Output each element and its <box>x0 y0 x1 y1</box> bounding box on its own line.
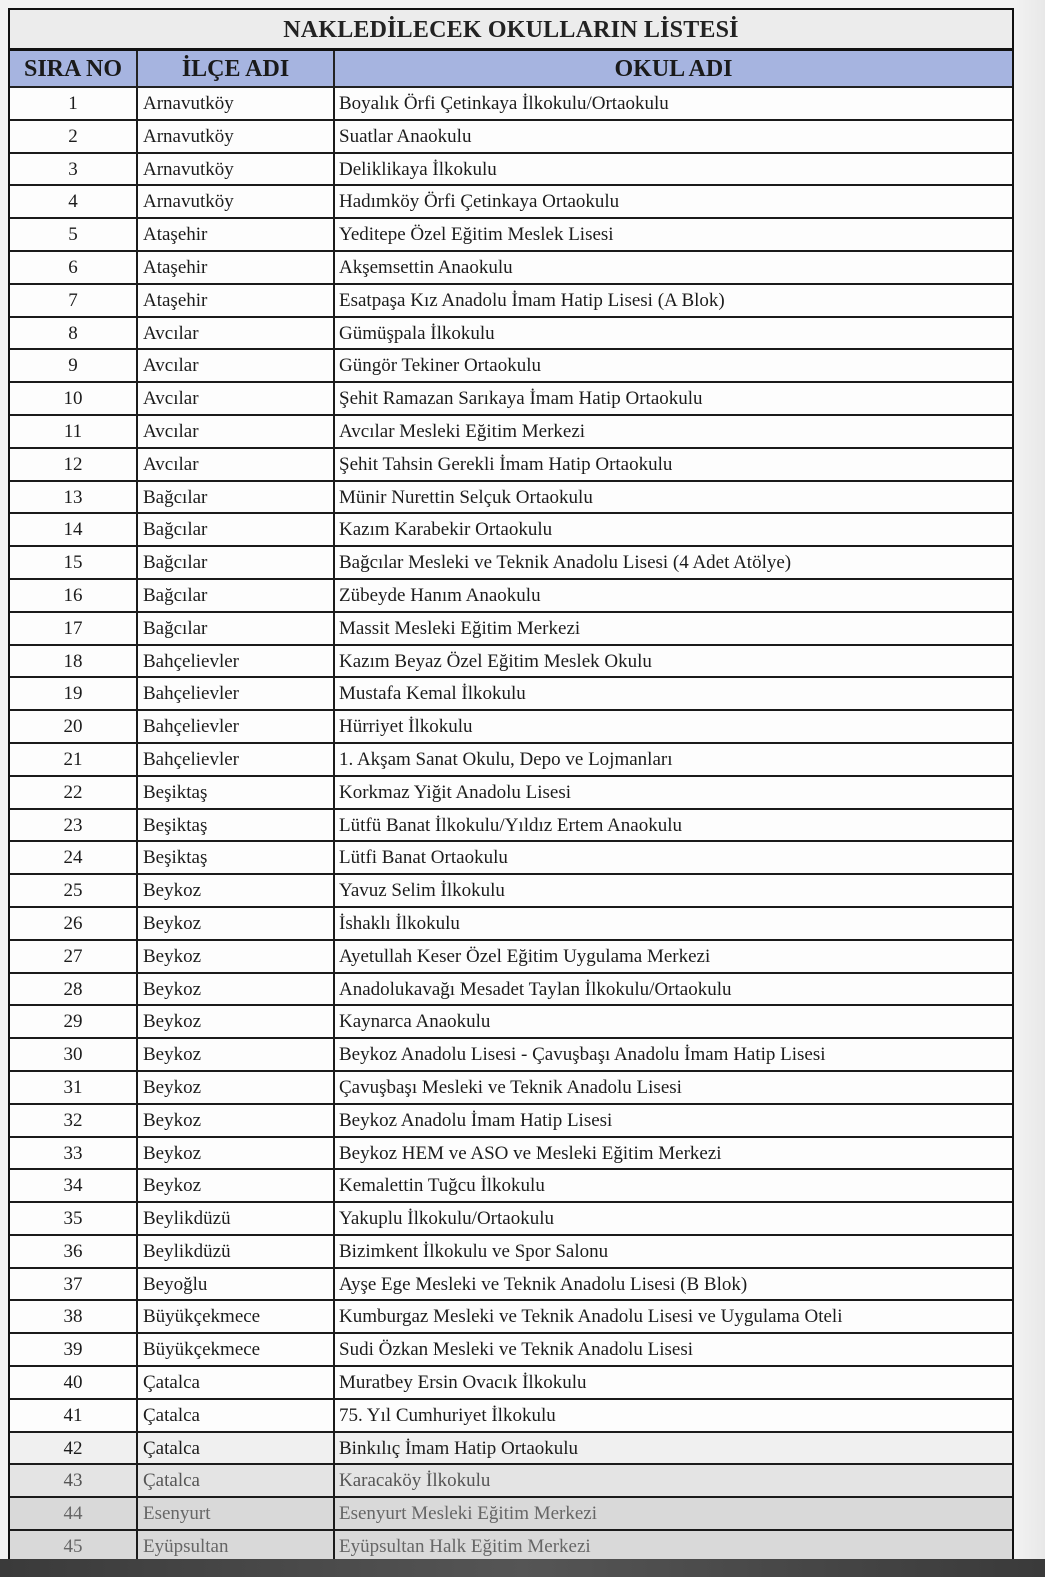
table-row <box>10 777 1012 810</box>
table-row <box>10 1236 1012 1269</box>
cell-ilce-adi: Beykoz <box>138 1138 335 1169</box>
cell-okul-adi: Suatlar Anaokulu <box>339 125 472 147</box>
cell-sira-no: 9 <box>10 350 138 381</box>
cell-ilce-adi: Beşiktaş <box>138 810 335 841</box>
cell-okul-adi: Akşemsettin Anaokulu <box>339 256 513 278</box>
table-header-row <box>10 51 1012 88</box>
cell-sira-no: 31 <box>10 1072 138 1103</box>
cell-okul-adi: Lütfi Banat Ortaokulu <box>339 847 508 869</box>
cell-sira-no: 43 <box>10 1465 138 1496</box>
cell-okul-adi: Hadımköy Örfi Çetinkaya Ortaokulu <box>339 191 620 213</box>
cell-okul-adi: Kaynarca Anaokulu <box>339 1011 491 1033</box>
table-row <box>10 1301 1012 1334</box>
cell-ilce-adi: Beykoz <box>138 1072 335 1103</box>
cell-okul-adi: Bağcılar Mesleki ve Teknik Anadolu Lisesi (4 Adet Atölye) <box>339 552 792 574</box>
cell-okul-adi: Çavuşbaşı Mesleki ve Teknik Anadolu Lisesi <box>339 1076 682 1098</box>
table-row <box>10 1334 1012 1367</box>
table-row <box>10 1138 1012 1171</box>
cell-okul-adi: Hürriyet İlkokulu <box>339 716 473 738</box>
bottom-bar <box>0 1559 1045 1577</box>
cell-ilce-adi: Beylikdüzü <box>138 1203 335 1234</box>
cell-okul-adi: Boyalık Örfi Çetinkaya İlkokulu/Ortaokulu <box>339 93 669 114</box>
cell-ilce-adi: Arnavutköy <box>138 186 335 217</box>
table-row <box>10 1465 1012 1498</box>
cell-ilce-adi: Avcılar <box>138 416 335 447</box>
table-row <box>10 646 1012 679</box>
cell-ilce-adi: Bahçelievler <box>138 646 335 677</box>
column-header-ilce-adi: İLÇE ADI <box>138 51 335 86</box>
cell-ilce-adi: Çatalca <box>138 1465 335 1496</box>
table-row <box>10 186 1012 219</box>
cell-sira-no: 37 <box>10 1269 138 1300</box>
cell-okul-adi: Karacaköy İlkokulu <box>339 1470 491 1492</box>
cell-okul-adi: Ayşe Ege Mesleki ve Teknik Anadolu Lisesi (B Blok) <box>339 1273 748 1295</box>
table-row <box>10 810 1012 843</box>
cell-sira-no: 4 <box>10 186 138 217</box>
cell-okul-adi: Lütfü Banat İlkokulu/Yıldız Ertem Anaokulu <box>339 814 682 836</box>
table-row <box>10 941 1012 974</box>
cell-sira-no: 32 <box>10 1105 138 1136</box>
cell-sira-no: 22 <box>10 777 138 808</box>
cell-ilce-adi: Büyükçekmece <box>138 1301 335 1332</box>
table-row <box>10 219 1012 252</box>
cell-ilce-adi: Avcılar <box>138 383 335 414</box>
cell-ilce-adi: Avcılar <box>138 449 335 480</box>
cell-okul-adi: Zübeyde Hanım Anaokulu <box>339 584 541 606</box>
cell-okul-adi: Avcılar Mesleki Eğitim Merkezi <box>339 420 586 442</box>
cell-ilce-adi: Avcılar <box>138 318 335 349</box>
table-row <box>10 1498 1012 1531</box>
cell-ilce-adi: Çatalca <box>138 1367 335 1398</box>
cell-okul-adi: Kazım Karabekir Ortaokulu <box>339 519 553 541</box>
cell-okul-adi: 1. Akşam Sanat Okulu, Depo ve Lojmanları <box>339 748 673 770</box>
cell-sira-no: 38 <box>10 1301 138 1332</box>
cell-sira-no: 30 <box>10 1039 138 1070</box>
cell-sira-no: 41 <box>10 1400 138 1431</box>
cell-sira-no: 16 <box>10 580 138 611</box>
cell-okul-adi: Kumburgaz Mesleki ve Teknik Anadolu Lisesi ve Uygulama Oteli <box>339 1306 843 1328</box>
cell-sira-no: 6 <box>10 252 138 283</box>
cell-sira-no: 45 <box>10 1531 138 1562</box>
cell-sira-no: 34 <box>10 1170 138 1201</box>
cell-ilce-adi: Çatalca <box>138 1400 335 1431</box>
cell-okul-adi: Massit Mesleki Eğitim Merkezi <box>339 617 581 639</box>
table-row <box>10 1072 1012 1105</box>
table-row <box>10 285 1012 318</box>
table-body <box>10 88 1012 1564</box>
cell-okul-adi: Eyüpsultan Halk Eğitim Merkezi <box>339 1536 591 1558</box>
school-list-table <box>8 8 1014 1564</box>
table-row <box>10 252 1012 285</box>
cell-sira-no: 42 <box>10 1433 138 1464</box>
table-row <box>10 1400 1012 1433</box>
cell-ilce-adi: Avcılar <box>138 350 335 381</box>
cell-ilce-adi: Beykoz <box>138 908 335 939</box>
table-row <box>10 1367 1012 1400</box>
cell-ilce-adi: Çatalca <box>138 1433 335 1464</box>
cell-ilce-adi: Ataşehir <box>138 219 335 250</box>
cell-ilce-adi: Beykoz <box>138 974 335 1005</box>
cell-okul-adi: Bizimkent İlkokulu ve Spor Salonu <box>339 1240 609 1262</box>
table-row <box>10 974 1012 1007</box>
cell-okul-adi: Yeditepe Özel Eğitim Meslek Lisesi <box>339 224 614 246</box>
cell-okul-adi: Münir Nurettin Selçuk Ortaokulu <box>339 486 593 508</box>
table-row <box>10 1433 1012 1466</box>
cell-sira-no: 1 <box>10 88 138 119</box>
cell-sira-no: 26 <box>10 908 138 939</box>
cell-sira-no: 33 <box>10 1138 138 1169</box>
cell-sira-no: 17 <box>10 613 138 644</box>
cell-okul-adi: İshaklı İlkokulu <box>339 912 460 934</box>
cell-okul-adi: Muratbey Ersin Ovacık İlkokulu <box>339 1372 587 1394</box>
table-row <box>10 383 1012 416</box>
table-row <box>10 88 1012 121</box>
cell-sira-no: 18 <box>10 646 138 677</box>
table-row <box>10 711 1012 744</box>
cell-okul-adi: Ayetullah Keser Özel Eğitim Uygulama Merkezi <box>339 945 711 967</box>
cell-ilce-adi: Beykoz <box>138 1006 335 1037</box>
cell-okul-adi: Binkılıç İmam Hatip Ortaokulu <box>339 1437 579 1459</box>
column-header-okul-adi: OKUL ADI <box>614 56 733 82</box>
cell-ilce-adi: Beşiktaş <box>138 777 335 808</box>
cell-sira-no: 20 <box>10 711 138 742</box>
table-row <box>10 580 1012 613</box>
table-row <box>10 842 1012 875</box>
cell-ilce-adi: Bağcılar <box>138 482 335 513</box>
table-row <box>10 744 1012 777</box>
cell-okul-adi: Yakuplu İlkokulu/Ortaokulu <box>339 1208 554 1230</box>
cell-sira-no: 35 <box>10 1203 138 1234</box>
table-row <box>10 908 1012 941</box>
cell-sira-no: 23 <box>10 810 138 841</box>
cell-sira-no: 13 <box>10 482 138 513</box>
table-row <box>10 449 1012 482</box>
cell-sira-no: 36 <box>10 1236 138 1267</box>
cell-ilce-adi: Bağcılar <box>138 580 335 611</box>
cell-ilce-adi: Beykoz <box>138 875 335 906</box>
cell-ilce-adi: Bağcılar <box>138 514 335 545</box>
cell-ilce-adi: Arnavutköy <box>138 121 335 152</box>
table-row <box>10 1203 1012 1236</box>
cell-ilce-adi: Bağcılar <box>138 613 335 644</box>
cell-ilce-adi: Beykoz <box>138 1170 335 1201</box>
cell-okul-adi: Beykoz Anadolu Lisesi - Çavuşbaşı Anadolu İmam Hatip Lisesi <box>339 1044 826 1066</box>
cell-sira-no: 8 <box>10 318 138 349</box>
cell-sira-no: 27 <box>10 941 138 972</box>
cell-okul-adi: Beykoz Anadolu İmam Hatip Lisesi <box>339 1109 613 1131</box>
cell-ilce-adi: Beykoz <box>138 941 335 972</box>
cell-sira-no: 39 <box>10 1334 138 1365</box>
cell-okul-adi: Anadolukavağı Mesadet Taylan İlkokulu/Ortaokulu <box>339 978 732 1000</box>
cell-sira-no: 25 <box>10 875 138 906</box>
cell-sira-no: 10 <box>10 383 138 414</box>
cell-okul-adi: Şehit Ramazan Sarıkaya İmam Hatip Ortaokulu <box>339 388 703 410</box>
cell-sira-no: 29 <box>10 1006 138 1037</box>
table-row <box>10 416 1012 449</box>
cell-okul-adi: Mustafa Kemal İlkokulu <box>339 683 526 705</box>
table-row <box>10 318 1012 351</box>
table-title: NAKLEDİLECEK OKULLARIN LİSTESİ <box>10 10 1012 51</box>
cell-ilce-adi: Beşiktaş <box>138 842 335 873</box>
cell-ilce-adi: Beykoz <box>138 1105 335 1136</box>
table-row <box>10 154 1012 187</box>
cell-sira-no: 5 <box>10 219 138 250</box>
cell-sira-no: 3 <box>10 154 138 185</box>
cell-sira-no: 44 <box>10 1498 138 1529</box>
table-row <box>10 875 1012 908</box>
table-row <box>10 1006 1012 1039</box>
page-edge-shadow <box>1015 0 1045 1577</box>
cell-sira-no: 14 <box>10 514 138 545</box>
cell-ilce-adi: Bahçelievler <box>138 711 335 742</box>
cell-ilce-adi: Ataşehir <box>138 252 335 283</box>
cell-ilce-adi: Bağcılar <box>138 547 335 578</box>
cell-ilce-adi: Büyükçekmece <box>138 1334 335 1365</box>
table-row <box>10 678 1012 711</box>
cell-sira-no: 12 <box>10 449 138 480</box>
cell-sira-no: 15 <box>10 547 138 578</box>
cell-sira-no: 40 <box>10 1367 138 1398</box>
table-row <box>10 1105 1012 1138</box>
column-header-sira-no: SIRA NO <box>10 51 138 86</box>
cell-okul-adi: Esenyurt Mesleki Eğitim Merkezi <box>339 1503 598 1525</box>
cell-sira-no: 19 <box>10 678 138 709</box>
table-row <box>10 1170 1012 1203</box>
cell-okul-adi: Deliklikaya İlkokulu <box>339 158 497 180</box>
cell-sira-no: 21 <box>10 744 138 775</box>
cell-sira-no: 11 <box>10 416 138 447</box>
cell-sira-no: 28 <box>10 974 138 1005</box>
table-row <box>10 613 1012 646</box>
cell-okul-adi: Şehit Tahsin Gerekli İmam Hatip Ortaokulu <box>339 453 673 475</box>
table-row <box>10 547 1012 580</box>
cell-ilce-adi: Bahçelievler <box>138 744 335 775</box>
cell-okul-adi: Korkmaz Yiğit Anadolu Lisesi <box>339 781 572 803</box>
cell-okul-adi: Kazım Beyaz Özel Eğitim Meslek Okulu <box>339 650 652 672</box>
cell-okul-adi: Esatpaşa Kız Anadolu İmam Hatip Lisesi (A Blok) <box>339 289 725 311</box>
cell-ilce-adi: Beylikdüzü <box>138 1236 335 1267</box>
table-row <box>10 514 1012 547</box>
cell-ilce-adi: Eyüpsultan <box>138 1531 335 1562</box>
cell-okul-adi: Güngör Tekiner Ortaokulu <box>339 355 541 377</box>
cell-okul-adi: Kemalettin Tuğcu İlkokulu <box>339 1175 545 1197</box>
cell-ilce-adi: Ataşehir <box>138 285 335 316</box>
cell-okul-adi: Gümüşpala İlkokulu <box>339 322 495 344</box>
cell-ilce-adi: Beykoz <box>138 1039 335 1070</box>
cell-sira-no: 24 <box>10 842 138 873</box>
cell-sira-no: 2 <box>10 121 138 152</box>
cell-ilce-adi: Esenyurt <box>138 1498 335 1529</box>
cell-ilce-adi: Beyoğlu <box>138 1269 335 1300</box>
cell-ilce-adi: Arnavutköy <box>138 154 335 185</box>
table-row <box>10 350 1012 383</box>
cell-okul-adi: Yavuz Selim İlkokulu <box>339 880 505 902</box>
cell-ilce-adi: Bahçelievler <box>138 678 335 709</box>
cell-okul-adi: Beykoz HEM ve ASO ve Mesleki Eğitim Merkezi <box>339 1142 722 1164</box>
table-row <box>10 482 1012 515</box>
cell-okul-adi: 75. Yıl Cumhuriyet İlkokulu <box>339 1404 556 1426</box>
cell-sira-no: 7 <box>10 285 138 316</box>
table-row <box>10 1039 1012 1072</box>
table-row <box>10 1269 1012 1302</box>
table-row <box>10 121 1012 154</box>
cell-okul-adi: Sudi Özkan Mesleki ve Teknik Anadolu Lisesi <box>339 1339 693 1361</box>
cell-ilce-adi: Arnavutköy <box>138 88 335 119</box>
